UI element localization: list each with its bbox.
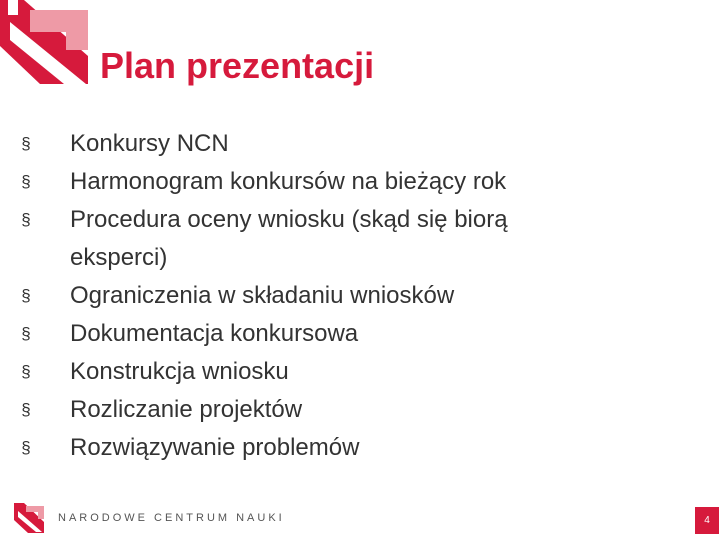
agenda-item-text: Konkursy NCN (70, 130, 229, 157)
ncn-logo-icon (0, 0, 88, 84)
agenda-item-text: Rozliczanie projektów (70, 396, 303, 423)
section-bullet-icon: § (21, 400, 31, 419)
agenda-item-text: Harmonogram konkursów na bieżący rok (70, 168, 507, 195)
ncn-small-logo-icon (14, 503, 44, 533)
agenda-item-text: Ograniczenia w składaniu wniosków (70, 282, 455, 309)
section-bullet-icon: § (21, 438, 31, 457)
agenda-item (18, 429, 618, 467)
section-bullet-icon: § (21, 210, 31, 229)
agenda-item-text: Dokumentacja konkursowa (70, 320, 359, 347)
agenda-item (18, 125, 618, 163)
section-bullet-icon: § (21, 286, 31, 305)
agenda-list (18, 125, 618, 467)
agenda-item-text: Konstrukcja wniosku (70, 358, 289, 385)
agenda-item (18, 201, 618, 277)
agenda-item (18, 391, 618, 429)
organization-name: NARODOWE CENTRUM NAUKI (58, 512, 285, 524)
agenda-item (18, 315, 618, 353)
agenda-item (18, 277, 618, 315)
agenda-item-text: Procedura oceny wniosku (skąd się biorą eksperci) (70, 206, 508, 271)
agenda-item (18, 163, 618, 201)
page-number-badge: 4 (695, 507, 719, 534)
section-bullet-icon: § (21, 362, 31, 381)
section-bullet-icon: § (21, 172, 31, 191)
agenda-item (18, 353, 618, 391)
agenda-item-text: Rozwiązywanie problemów (70, 434, 360, 461)
section-bullet-icon: § (21, 324, 31, 343)
section-bullet-icon: § (21, 134, 31, 153)
slide-title: Plan prezentacji (100, 45, 375, 86)
